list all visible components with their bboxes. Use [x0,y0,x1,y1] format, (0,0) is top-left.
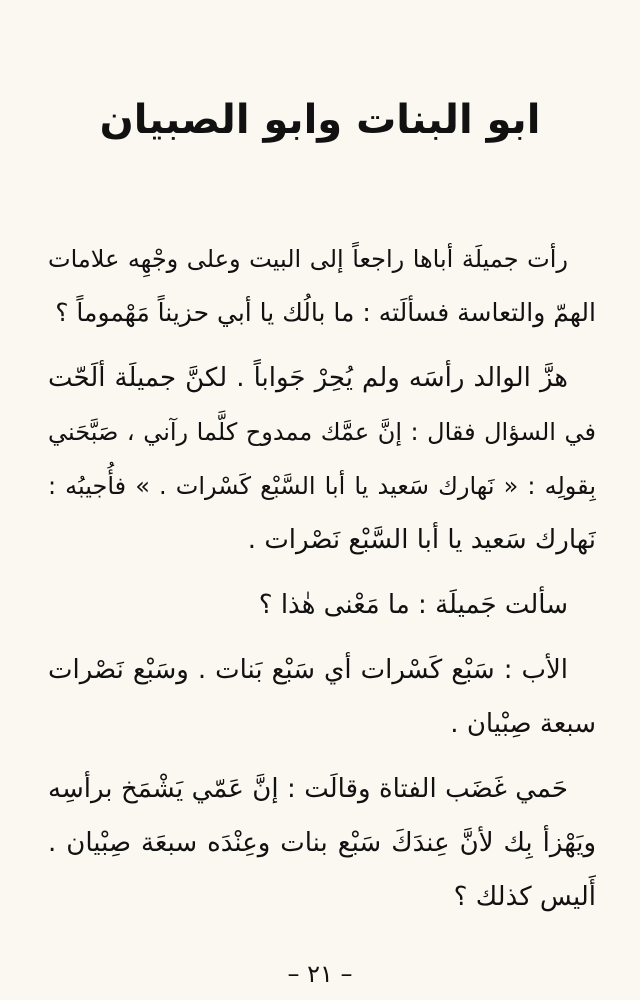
text-line: سبعة صِبْيان . [450,709,596,739]
paragraph [48,762,596,924]
paragraph [48,643,596,751]
text-line: بِقولِه : « نَهارك سَعيد يا أبا السَّبْع كَسْرات . » فأُجيبُه : [48,472,596,500]
paragraph [48,232,596,340]
text-line: نَهارك سَعيد يا أبا السَّبْع نَصْرات . [247,525,596,555]
page-number: – ٢١ – [287,960,353,988]
text-line: هزَّ الوالد رأسَه ولم يُحِرْ جَواباً . لكنَّ جميلَة ألَحّت [48,363,568,393]
text-line: الهمّ والتعاسة فسألَته : ما بالُك يا أبي حزيناً مَهْموماً ؟ [55,298,596,327]
text-line: في السؤال فقال : إنَّ عمَّك ممدوح كلَّما رآني ، صَبَّحَني [48,418,596,446]
page-title: ابو البنات وابو الصبيان [99,97,541,143]
text-line: الأب : سَبْع كَسْرات أي سَبْع بَنات . وسَبْع نَصْرات [48,655,568,685]
text-line: أَليس كذلك ؟ [453,882,596,912]
text-line: سألت جَميلَة : ما مَعْنى هٰذا ؟ [258,590,568,620]
story-body [48,232,596,935]
paragraph [48,351,596,567]
text-line: رأت جميلَة أباها راجعاً إلى البيت وعلى وجْهِه علامات [48,245,568,273]
paragraph [48,578,596,632]
text-line: حَمي غَضَب الفتاة وقالَت : إنَّ عَمّي يَشْمَخ برأسِه [48,774,568,804]
text-line: ويَهْزأ بِك لأنَّ عِندَكَ سَبْع بنات وعِنْدَه سبعَة صِبْيان . [48,828,596,858]
